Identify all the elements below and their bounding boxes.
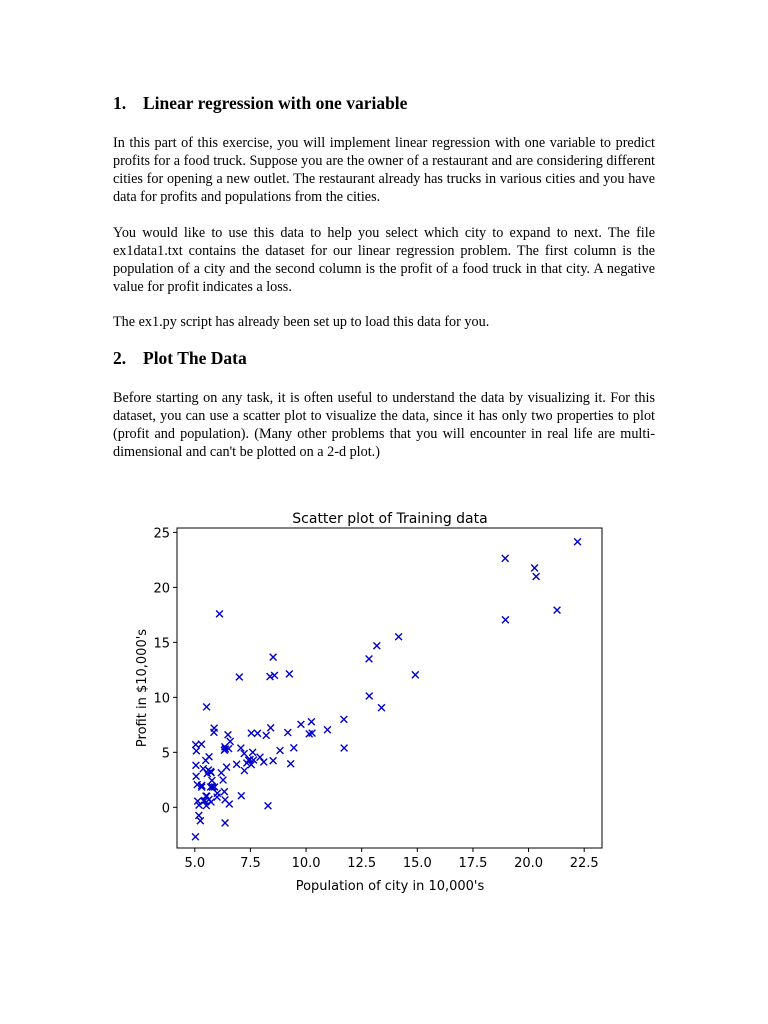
data-point: [287, 760, 294, 767]
data-point: [267, 724, 274, 731]
data-point: [209, 777, 216, 784]
section-2-heading: [113, 348, 247, 369]
data-point: [270, 757, 277, 764]
x-tick-label: 20.0: [514, 856, 544, 871]
data-point: [220, 777, 227, 784]
data-point: [502, 616, 509, 623]
data-point: [241, 767, 248, 774]
x-tick-label: 15.0: [402, 856, 432, 871]
section-2-number: 2.: [113, 348, 127, 368]
scatter-chart: [120, 500, 620, 900]
data-point: [222, 796, 229, 803]
data-point: [277, 747, 284, 754]
data-point: [233, 761, 240, 768]
data-point: [554, 607, 561, 614]
data-point: [193, 762, 200, 769]
x-axis-label: Population of city in 10,000's: [295, 879, 485, 894]
data-point: [254, 730, 261, 737]
data-point: [270, 654, 277, 661]
x-tick-label: 5.0: [184, 856, 206, 871]
y-tick-label: 15: [153, 636, 170, 652]
section-1-paragraph-2: You would like to use this data to help you select which city to expand to next. The file ex1data1.txt contains the dataset for our linear regression problem. The first column is the population of a city and the second column is the profit of a food truck in that city. A negative value for profit indicates a loss.: [113, 225, 655, 296]
x-tick-label: 10.0: [291, 856, 321, 871]
section-1-title: Linear regression with one variable: [143, 93, 408, 113]
data-point: [290, 744, 297, 751]
data-point: [225, 731, 232, 738]
data-point: [373, 642, 380, 649]
data-point: [203, 704, 210, 711]
data-point: [574, 538, 581, 545]
data-point: [218, 769, 225, 776]
data-point: [263, 732, 270, 739]
x-tick-label: 22.5: [569, 856, 599, 871]
axis-ticks: [153, 526, 598, 871]
data-point: [531, 565, 538, 572]
data-point: [211, 725, 218, 732]
chart-title: Scatter plot of Training data: [292, 511, 488, 527]
data-point: [298, 721, 305, 728]
data-point: [366, 655, 373, 662]
data-point: [192, 741, 199, 748]
data-point: [502, 555, 509, 562]
section-1-paragraph-3: The ex1.py script has already been set up to load this data for you.: [113, 314, 490, 330]
data-point: [238, 792, 245, 799]
data-point: [257, 754, 264, 761]
y-tick-label: 20: [153, 581, 170, 597]
data-point: [221, 788, 228, 795]
data-point: [249, 749, 256, 756]
data-point: [366, 693, 373, 700]
x-tick-label: 12.5: [347, 856, 377, 871]
data-point: [206, 753, 213, 760]
data-point: [216, 610, 223, 617]
data-point: [193, 773, 200, 780]
section-1-heading: [113, 93, 407, 114]
data-point: [260, 759, 267, 766]
y-tick-label: 0: [161, 801, 170, 817]
data-point: [341, 745, 348, 752]
section-1-number: 1.: [113, 93, 127, 113]
data-point: [193, 748, 200, 755]
data-point: [340, 716, 347, 723]
data-point: [284, 729, 291, 736]
data-point: [378, 704, 385, 711]
data-point: [308, 718, 315, 725]
data-point: [195, 812, 202, 819]
data-point: [214, 794, 221, 801]
y-tick-label: 5: [161, 746, 170, 762]
x-tick-label: 17.5: [458, 856, 488, 871]
data-points: [192, 538, 581, 840]
data-point: [248, 730, 255, 737]
data-point: [222, 820, 229, 827]
data-point: [324, 726, 331, 733]
y-tick-label: 25: [153, 526, 170, 542]
section-1-paragraph-1: In this part of this exercise, you will implement linear regression with one variable to predict profits for a food truck. Suppose you are the owner of a restaurant and are considering different cities for opening a new outlet. The restaurant already has trucks in various cities and you have data for profits and populations from the cities.: [113, 135, 655, 206]
data-point: [395, 633, 402, 640]
data-point: [265, 802, 272, 809]
y-tick-label: 10: [153, 691, 170, 707]
section-2-title: Plot The Data: [143, 348, 247, 368]
data-point: [286, 671, 293, 678]
data-point: [412, 671, 419, 678]
data-point: [192, 833, 199, 840]
y-axis-label: Profit in $10,000's: [135, 628, 150, 748]
section-2-paragraph-1: Before starting on any task, it is often useful to understand the data by visualizing it. For this dataset, you can use a scatter plot to visualize the data, since it has only two properties to plot (profit and population). (Many other problems that you will encounter in real life are multi-dimensional and can't be plotted on a 2-d plot.): [113, 390, 655, 461]
data-point: [197, 817, 204, 824]
data-point: [208, 799, 215, 806]
data-point: [236, 674, 243, 681]
plot-frame: [177, 528, 602, 848]
x-tick-label: 7.5: [240, 856, 261, 871]
data-point: [533, 573, 540, 580]
